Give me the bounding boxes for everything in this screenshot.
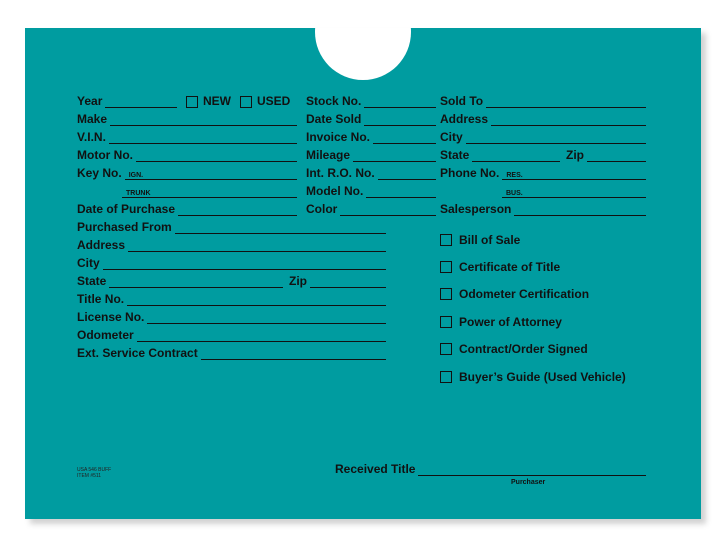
- checklist-label: Buyer’s Guide (Used Vehicle): [459, 370, 626, 384]
- checklist-label: Bill of Sale: [459, 233, 521, 247]
- mileage-label: Mileage: [306, 148, 351, 162]
- item-number-text: ITEM #511: [77, 473, 102, 479]
- salesperson-label: Salesperson: [440, 202, 512, 216]
- purchased-from-label: Purchased From: [77, 220, 172, 234]
- new-used-checkboxes: [177, 94, 290, 108]
- phone-no-field[interactable]: [440, 166, 646, 180]
- make-field[interactable]: [77, 112, 297, 126]
- model-no-label: Model No.: [306, 184, 364, 198]
- title-no-field[interactable]: [77, 292, 386, 306]
- ign-label: IGN.: [128, 172, 144, 179]
- item-code-text: USA 546 BUFF: [77, 467, 112, 473]
- checklist-contract-order-signed[interactable]: [440, 342, 588, 356]
- zip-label: Zip: [566, 148, 584, 162]
- bus-phone-field[interactable]: [502, 184, 646, 198]
- date-sold-label: Date Sold: [306, 112, 362, 126]
- license-no-field[interactable]: [77, 310, 386, 324]
- invoice-no-field[interactable]: [306, 130, 436, 144]
- checkbox[interactable]: [440, 261, 452, 273]
- int-ro-no-label: Int. R.O. No.: [306, 166, 375, 180]
- res-label: RES.: [506, 172, 523, 179]
- date-of-purchase-field[interactable]: [77, 202, 297, 216]
- checklist-label: Power of Attorney: [459, 315, 562, 329]
- used-label: USED: [257, 94, 291, 108]
- odometer-label: Odometer: [77, 328, 134, 342]
- vin-field[interactable]: [77, 130, 297, 144]
- received-title-label: Received Title: [335, 462, 416, 476]
- purchase-city-label: City: [77, 256, 100, 270]
- checklist-buyers-guide[interactable]: [440, 370, 626, 384]
- ext-service-contract-field[interactable]: [77, 346, 386, 360]
- checklist-odometer-certification[interactable]: [440, 287, 589, 301]
- purchaser-caption: Purchaser: [511, 479, 546, 486]
- new-checkbox[interactable]: [186, 96, 198, 108]
- zip-field[interactable]: [566, 148, 646, 162]
- purchase-zip-label: Zip: [289, 274, 307, 288]
- date-of-purchase-label: Date of Purchase: [77, 202, 176, 216]
- purchase-city-field[interactable]: [77, 256, 386, 270]
- purchase-state-label: State: [77, 274, 107, 288]
- checkbox[interactable]: [440, 316, 452, 328]
- sold-to-field[interactable]: [440, 94, 646, 108]
- title-no-label: Title No.: [77, 292, 125, 306]
- year-label: Year: [77, 94, 103, 108]
- state-label: State: [440, 148, 470, 162]
- color-label: Color: [306, 202, 338, 216]
- checklist-certificate-of-title[interactable]: [440, 260, 560, 274]
- checkbox[interactable]: [440, 343, 452, 355]
- city-label: City: [440, 130, 463, 144]
- invoice-no-label: Invoice No.: [306, 130, 371, 144]
- address-field[interactable]: [440, 112, 646, 126]
- checkbox[interactable]: [440, 288, 452, 300]
- key-no-label: Key No.: [77, 166, 122, 180]
- state-field[interactable]: [440, 148, 560, 162]
- new-label: NEW: [203, 94, 231, 108]
- purchase-address-field[interactable]: [77, 238, 386, 252]
- bus-label: BUS.: [506, 190, 523, 197]
- received-title-field[interactable]: [335, 462, 646, 476]
- deal-jacket: [25, 28, 701, 519]
- vin-label: V.I.N.: [77, 130, 106, 144]
- make-label: Make: [77, 112, 108, 126]
- phone-no-label: Phone No.: [440, 166, 500, 180]
- int-ro-no-field[interactable]: [306, 166, 436, 180]
- odometer-field[interactable]: [77, 328, 386, 342]
- checklist-bill-of-sale[interactable]: [440, 233, 520, 247]
- thumb-notch: [315, 28, 411, 80]
- stock-no-field[interactable]: [306, 94, 436, 108]
- purchase-zip-field[interactable]: [289, 274, 386, 288]
- key-no-field[interactable]: [77, 166, 297, 180]
- used-checkbox[interactable]: [240, 96, 252, 108]
- trunk-key-field[interactable]: [122, 184, 297, 198]
- checklist-label: Contract/Order Signed: [459, 342, 588, 356]
- color-field[interactable]: [306, 202, 436, 216]
- motor-no-label: Motor No.: [77, 148, 133, 162]
- purchase-address-label: Address: [77, 238, 126, 252]
- date-sold-field[interactable]: [306, 112, 436, 126]
- trunk-label: TRUNK: [126, 190, 151, 197]
- address-label: Address: [440, 112, 489, 126]
- city-field[interactable]: [440, 130, 646, 144]
- model-no-field[interactable]: [306, 184, 436, 198]
- purchase-state-field[interactable]: [77, 274, 283, 288]
- stock-no-label: Stock No.: [306, 94, 362, 108]
- purchased-from-field[interactable]: [77, 220, 386, 234]
- checkbox[interactable]: [440, 371, 452, 383]
- checkbox[interactable]: [440, 234, 452, 246]
- checklist-label: Odometer Certification: [459, 287, 590, 301]
- year-field[interactable]: [77, 94, 177, 108]
- item-code: [77, 467, 111, 479]
- sold-to-label: Sold To: [440, 94, 484, 108]
- checklist-label: Certificate of Title: [459, 260, 561, 274]
- mileage-field[interactable]: [306, 148, 436, 162]
- motor-no-field[interactable]: [77, 148, 297, 162]
- ext-service-contract-label: Ext. Service Contract: [77, 346, 198, 360]
- license-no-label: License No.: [77, 310, 145, 324]
- salesperson-field[interactable]: [440, 202, 646, 216]
- checklist-power-of-attorney[interactable]: [440, 315, 562, 329]
